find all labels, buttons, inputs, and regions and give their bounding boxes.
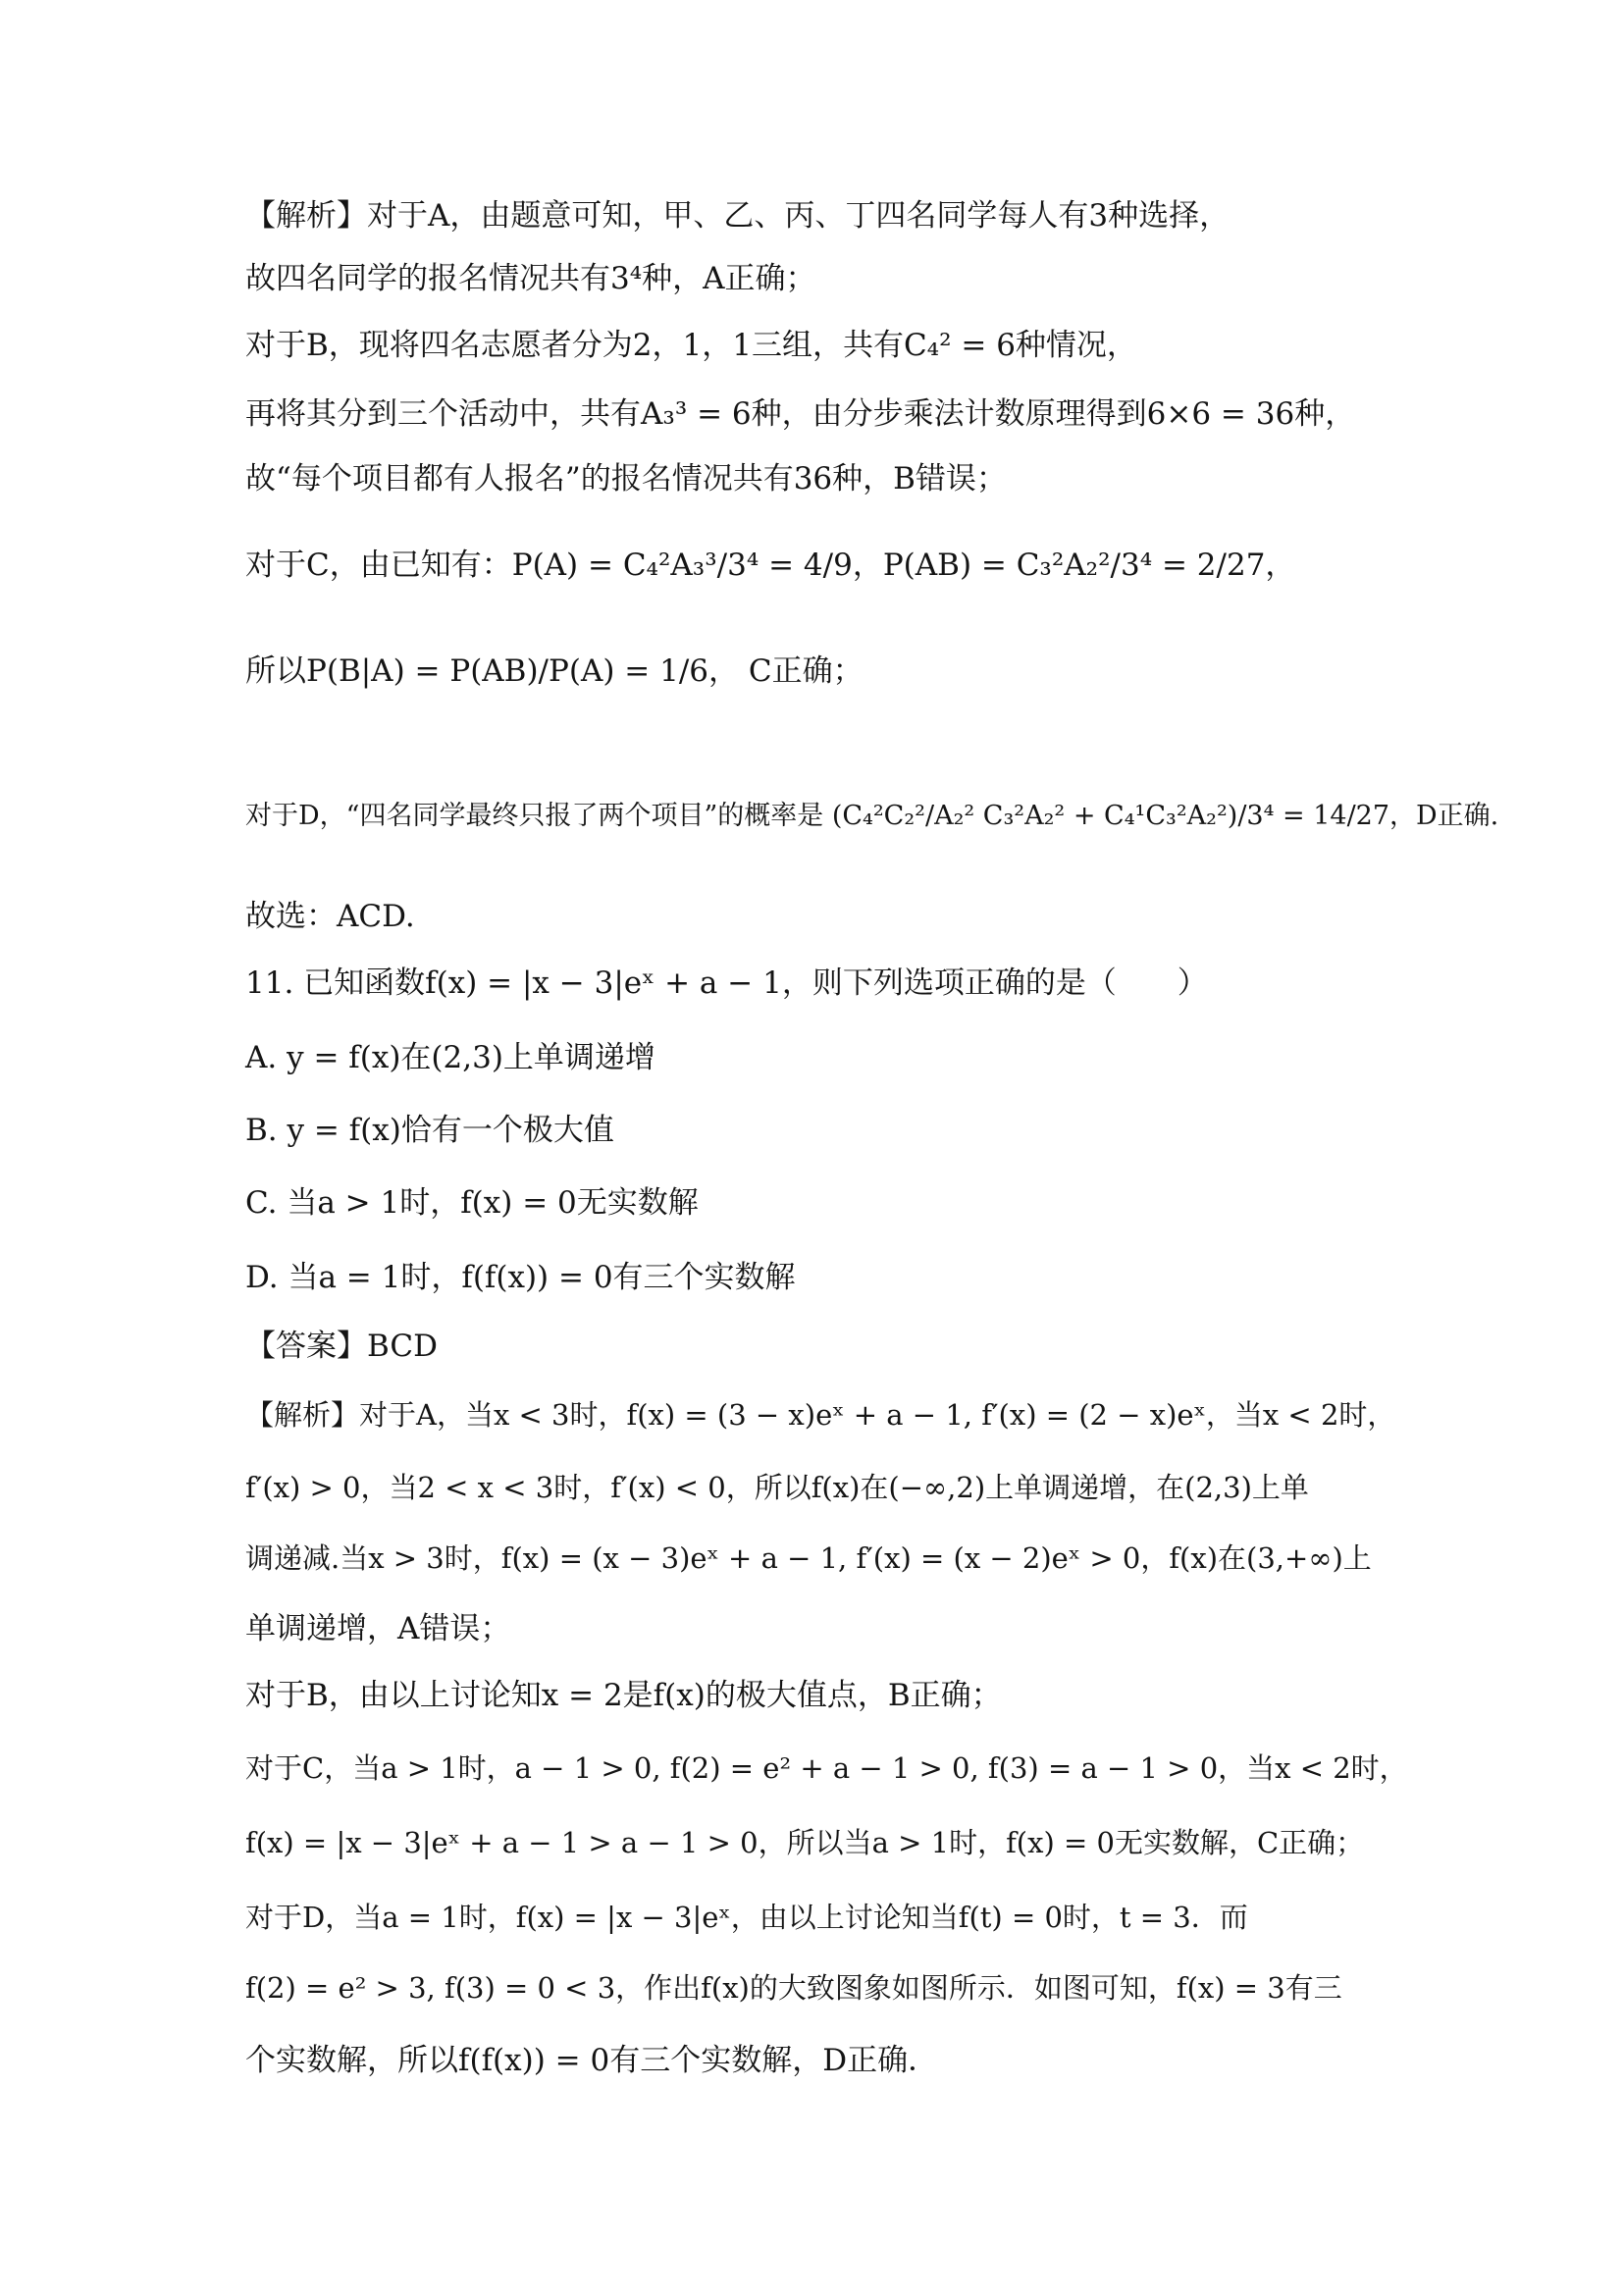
text-line: 对于D，当a = 1时，f(x) = |x − 3|eˣ，由以上讨论知当f(t) = 0时，t = 3．而 bbox=[245, 1901, 1248, 1934]
text-line: 对于C，当a > 1时，a − 1 > 0, f(2) = e² + a − 1 > 0, f(3) = a − 1 > 0，当x < 2时， bbox=[245, 1751, 1408, 1785]
text-line: 所以P(B|A) = P(AB)/P(A) = 1/6， C正确； bbox=[245, 653, 864, 689]
text-line: 对于D，“四名同学最终只报了两个项目”的概率是 (C₄²C₂²/A₂² C₃²A₂² + C₄¹C₃²A₂²)/3⁴ = 14/27，D正确. bbox=[245, 801, 1499, 831]
text-line: 调递减.当x > 3时，f(x) = (x − 3)eˣ + a − 1, f′(x) = (x − 2)eˣ > 0，f(x)在(3,+∞)上 bbox=[245, 1541, 1372, 1575]
text-line: 个实数解，所以f(f(x)) = 0有三个实数解，D正确． bbox=[245, 2043, 939, 2078]
option-b: B. y = f(x)恰有一个极大值 bbox=[245, 1113, 614, 1148]
text-line: f(x) = |x − 3|eˣ + a − 1 > a − 1 > 0，所以当a > 1时，f(x) = 0无实数解，C正确； bbox=[245, 1826, 1365, 1859]
option-d: D. 当a = 1时，f(f(x)) = 0有三个实数解 bbox=[245, 1260, 796, 1295]
text-line: 对于C，由已知有：P(A) = C₄²A₃³/3⁴ = 4/9，P(AB) = C₃²A₂²/3⁴ = 2/27， bbox=[245, 548, 1296, 583]
text-line: 【解析】对于A，由题意可知，甲、乙、丙、丁四名同学每人有3种选择， bbox=[245, 198, 1230, 234]
text-line: 单调递增，A错误； bbox=[245, 1611, 511, 1646]
text-line: 【解析】对于A，当x < 3时，f(x) = (3 − x)eˣ + a − 1, f′(x) = (2 − x)eˣ，当x < 2时， bbox=[245, 1398, 1396, 1432]
text-line: 故“每个项目都有人报名”的报名情况共有36种，B错误； bbox=[245, 461, 1007, 496]
option-a: A. y = f(x)在(2,3)上单调递增 bbox=[245, 1040, 655, 1075]
text-line: f′(x) > 0，当2 < x < 3时，f′(x) < 0，所以f(x)在(−∞,2)上单调递增，在(2,3)上单 bbox=[245, 1471, 1309, 1504]
text-line: 故四名同学的报名情况共有3⁴种，A正确； bbox=[245, 261, 816, 296]
text-line: 再将其分到三个活动中，共有A₃³ = 6种，由分步乘法计数原理得到6×6 = 36种， bbox=[245, 396, 1356, 432]
text-line: 对于B，现将四名志愿者分为2，1，1三组，共有C₄² = 6种情况， bbox=[245, 328, 1137, 363]
text-line: 故选：ACD. bbox=[245, 899, 415, 934]
text-line: f(2) = e² > 3, f(3) = 0 < 3，作出f(x)的大致图象如图所示．如图可知，f(x) = 3有三 bbox=[245, 1971, 1342, 2005]
text-line: 对于B，由以上讨论知x = 2是f(x)的极大值点，B正确； bbox=[245, 1678, 1002, 1713]
question-stem: 11. 已知函数f(x) = |x − 3|eˣ + a − 1，则下列选项正确的是（ ） bbox=[245, 965, 1208, 1001]
option-c: C. 当a > 1时，f(x) = 0无实数解 bbox=[245, 1185, 699, 1221]
answer-line: 【答案】BCD bbox=[245, 1329, 438, 1364]
